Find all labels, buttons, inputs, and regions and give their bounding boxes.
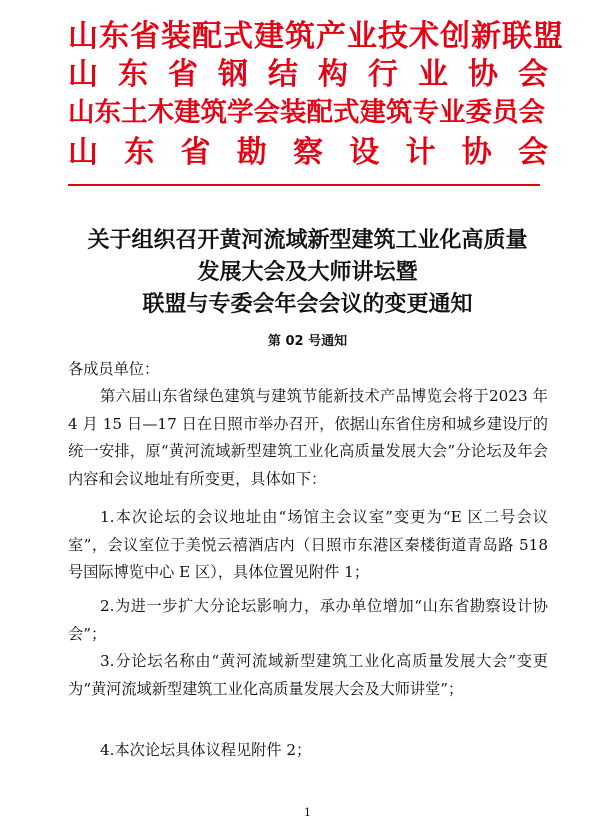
letterhead-char: 山 — [68, 135, 98, 170]
letterhead-char: 结 — [268, 57, 298, 92]
letterhead-char: 会 — [518, 135, 548, 170]
letterhead-org-2 — [68, 56, 548, 94]
letterhead-char: 山 — [68, 57, 98, 92]
paragraph-item-1: 1.本次论坛的会议地址由“场馆主会议室”变更为“E 区二号会议室”，会议室位于美悦云禧酒店内（日照市东港区秦楼街道青岛路 518 号国际博览中心 E 区），具体位置见附件 1； — [68, 508, 548, 581]
paragraph-intro: 第六届山东省绿色建筑与建筑节能新技术产品博览会将于2023 年 4 月 15 日—17 日在日照市举办召开，依据山东省住房和城乡建设厅的统一安排，原“黄河流域新型建筑工业化高质量发展大会”分论坛及年会内容和会议地址有所变更，具体如下： — [68, 387, 548, 488]
letterhead-char: 设 — [349, 135, 380, 170]
letterhead-org-3: 山东土木建筑学会装配式建筑专业委员会 — [68, 97, 545, 128]
letterhead-char: 察 — [293, 135, 323, 170]
notice-title-line-1: 关于组织召开黄河流域新型建筑工业化高质量 — [87, 228, 528, 253]
letterhead-char: 业 — [418, 57, 448, 92]
notice-title-line-2: 发展大会及大师讲坛暨 — [197, 260, 418, 285]
page-number: 1 — [304, 806, 311, 819]
salutation: 各成员单位： — [68, 360, 160, 378]
notice-number: 第 02 号通知 — [267, 334, 348, 349]
letterhead-org-1: 山东省装配式建筑产业技术创新联盟 — [68, 19, 564, 54]
letterhead-divider — [68, 184, 540, 186]
letterhead-char: 协 — [461, 135, 492, 170]
letterhead-char: 省 — [180, 135, 211, 170]
letterhead-char: 钢 — [218, 57, 248, 92]
paragraph-item-2: 2.为进一步扩大分论坛影响力，承办单位增加“山东省勘察设计协会”； — [68, 597, 548, 643]
letterhead-char: 东 — [124, 135, 155, 170]
notice-title-line-3: 联盟与专委会年会会议的变更通知 — [142, 292, 473, 317]
letterhead-char: 行 — [368, 57, 398, 92]
letterhead-char: 计 — [405, 135, 436, 170]
letterhead-char: 东 — [118, 57, 148, 92]
letterhead-char: 勘 — [236, 135, 267, 170]
letterhead-char: 省 — [168, 57, 198, 92]
letterhead-char: 会 — [518, 57, 548, 92]
letterhead-char: 构 — [318, 57, 348, 92]
letterhead-char: 协 — [468, 57, 498, 92]
paragraph-item-3: 3.分论坛名称由“黄河流域新型建筑工业化高质量发展大会”变更为“黄河流域新型建筑工业化高质量发展大会及大师讲堂”； — [68, 652, 548, 698]
letterhead-org-4 — [68, 134, 548, 172]
paragraph-item-4: 4.本次论坛具体议程见附件 2； — [100, 741, 312, 759]
